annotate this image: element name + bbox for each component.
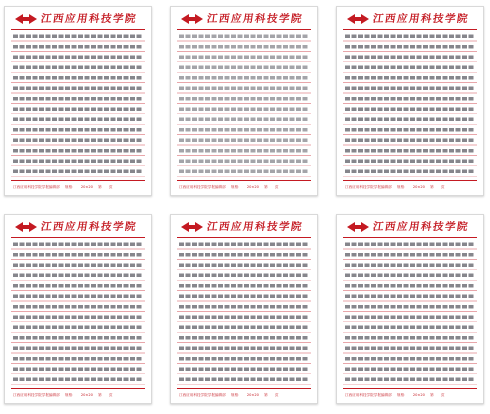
header-rule [177,29,311,30]
school-logo-icon [181,221,203,233]
sheet-footer [179,390,311,400]
school-logo-icon [347,221,369,233]
handwritten-text [13,31,143,179]
school-logo-icon [15,221,37,233]
sheet-footer [179,182,311,192]
footer-page-label: 第 页 [264,393,279,397]
footer-size-label: 规格： [64,185,76,189]
footer-size-value: 20×20 [412,393,425,397]
footer-size-label: 规格： [396,393,408,397]
sheet-footer [13,182,145,192]
footer-page-label: 第 页 [264,185,279,189]
school-name: 江西应用科技学院 [206,13,304,25]
handwritten-text [345,31,475,179]
school-logo-icon [15,13,37,25]
notebook-sheet-2 [170,6,318,196]
footer-size-label: 规格： [230,185,242,189]
handwritten-text [179,31,309,179]
school-name: 江西应用科技学院 [372,221,470,233]
footer-rule [343,388,477,389]
school-name: 江西应用科技学院 [206,221,304,233]
handwritten-text [179,239,309,387]
footer-org: 江西应用科技学院学报编辑部 [345,185,392,189]
header-rule [11,237,145,238]
sheet-header [5,11,151,29]
footer-size-value: 20×20 [80,185,93,189]
school-name: 江西应用科技学院 [372,13,470,25]
footer-page-label: 第 页 [98,393,113,397]
notebook-sheet-6 [336,214,484,404]
footer-rule [343,180,477,181]
footer-rule [177,180,311,181]
school-name: 江西应用科技学院 [40,221,138,233]
footer-org: 江西应用科技学院学报编辑部 [179,185,226,189]
footer-rule [177,388,311,389]
footer-size-value: 20×20 [246,185,259,189]
header-rule [343,29,477,30]
footer-size-value: 20×20 [246,393,259,397]
footer-rule [11,180,145,181]
footer-page-label: 第 页 [98,185,113,189]
sheet-header [171,219,317,237]
footer-org: 江西应用科技学院学报编辑部 [13,185,60,189]
school-name: 江西应用科技学院 [40,13,138,25]
sheet-header [5,219,151,237]
footer-size-value: 20×20 [80,393,93,397]
sheet-header [337,11,483,29]
footer-size-value: 20×20 [412,185,425,189]
sheet-header [337,219,483,237]
footer-org: 江西应用科技学院学报编辑部 [13,393,60,397]
header-rule [11,29,145,30]
footer-size-label: 规格： [230,393,242,397]
footer-org: 江西应用科技学院学报编辑部 [179,393,226,397]
sheet-footer [345,390,477,400]
handwritten-text [13,239,143,387]
notebook-sheet-3 [336,6,484,196]
notebook-sheet-5 [170,214,318,404]
notebook-sheet-4 [4,214,152,404]
sheet-footer [13,390,145,400]
sheet-footer [345,182,477,192]
school-logo-icon [347,13,369,25]
footer-size-label: 规格： [64,393,76,397]
footer-rule [11,388,145,389]
sheet-header [171,11,317,29]
footer-size-label: 规格： [396,185,408,189]
handwritten-text [345,239,475,387]
footer-page-label: 第 页 [430,393,445,397]
notebook-sheet-1 [4,6,152,196]
school-logo-icon [181,13,203,25]
header-rule [177,237,311,238]
footer-page-label: 第 页 [430,185,445,189]
footer-org: 江西应用科技学院学报编辑部 [345,393,392,397]
header-rule [343,237,477,238]
